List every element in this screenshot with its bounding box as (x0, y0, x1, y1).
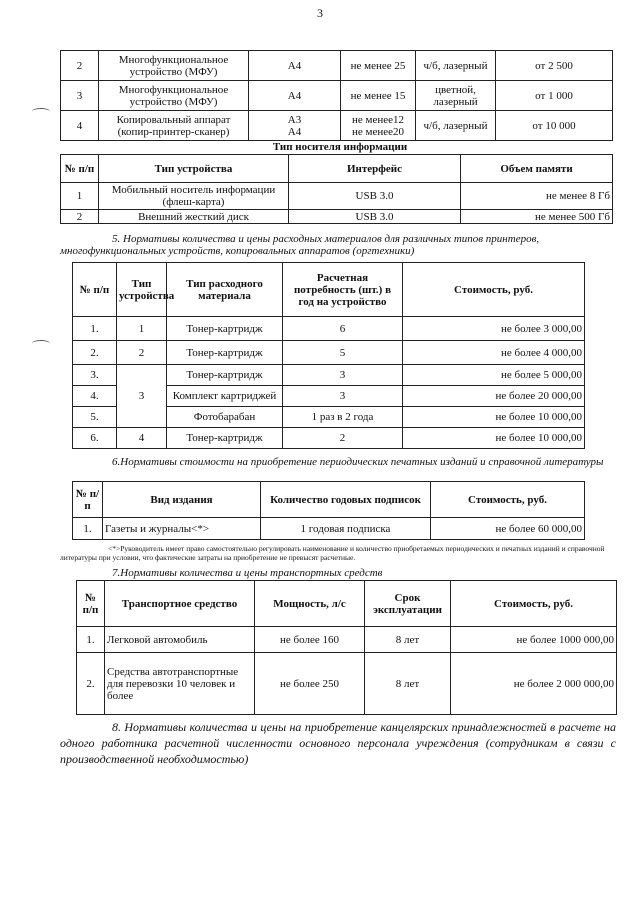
devices-table (60, 50, 613, 141)
table-header: № п/п Тип устройства Тип расходного материала Расчетная потребность (шт.) в год на устройство Стоимость, руб. (73, 263, 585, 317)
table-row: 2. Средства автотранспортные для перевозки 10 человек и более не более 250 8 лет не более 2 000 000,00 (77, 653, 617, 715)
storage-table (60, 154, 613, 224)
vehicles-table (76, 580, 617, 715)
table-header: № п/п Тип устройства Интерфейс Объем памяти (61, 155, 613, 183)
section-5-heading: 5. Нормативы количества и цены расходных материалов для различных типов принтеров, многофункциональных устройств, копировальных аппаратов (оргтехники) (60, 233, 540, 257)
margin-mark (32, 340, 50, 347)
section-7-heading: 7.Нормативы количества и цены транспортных средств (112, 567, 383, 579)
table-row: 4. Комплект картриджей 3 не более 20 000,00 (73, 386, 585, 407)
table-row: 2. 2 Тонер-картридж 5 не более 4 000,00 (73, 341, 585, 365)
table-row: 5. Фотобарабан 1 раз в 2 года не более 10 000,00 (73, 407, 585, 428)
table-row: 3 Многофункциональное устройство (МФУ) А4 не менее 15 цветной, лазерный от 1 000 (61, 81, 613, 111)
section-8-paragraph: 8. Нормативы количества и цены на приобретение канцелярских принадлежностей в расчете на одного работника расчетной численности основного персонала учреждения (сотрудникам в связи с производственной необходимостью) (60, 720, 616, 766)
footnote: <*>Руководитель имеет право самостоятельно регулировать наименование и количество приобретаемых периодических и печатных изданий и справочной литературы при условии, что фактические затраты на приобретение не превысят расчетные. (60, 544, 605, 562)
table-row: 1. 1 Тонер-картридж 6 не более 3 000,00 (73, 317, 585, 341)
table-row: 6. 4 Тонер-картридж 2 не более 10 000,00 (73, 428, 585, 449)
table-row: 1 Мобильный носитель информации (флеш-карта) USB 3.0 не менее 8 Гб (61, 183, 613, 210)
margin-mark (32, 108, 50, 115)
table-header: № п/п Вид издания Количество годовых подписок Стоимость, руб. (73, 482, 585, 518)
table-row: 3. 3 Тонер-картридж 3 не более 5 000,00 (73, 365, 585, 386)
storage-title: Тип носителя информации (272, 141, 408, 153)
table-row: 1. Легковой автомобиль не более 160 8 лет не более 1000 000,00 (77, 627, 617, 653)
table-row: 1. Газеты и журналы<*> 1 годовая подписка не более 60 000,00 (73, 518, 585, 540)
table-row: 2 Внешний жесткий диск USB 3.0 не менее 500 Гб (61, 210, 613, 224)
table-row: 4 Копировальный аппарат (копир-принтер-сканер) А3 А4 не менее12 не менее20 ч/б, лазерный от 10 000 (61, 111, 613, 141)
page-number: 3 (317, 6, 323, 20)
section-6-heading: 6.Нормативы стоимости на приобретение периодических печатных изданий и справочной литературы (112, 456, 604, 468)
table-row: 2 Многофункциональное устройство (МФУ) А4 не менее 25 ч/б, лазерный от 2 500 (61, 51, 613, 81)
table-header: № п/п Транспортное средство Мощность, л/с Срок эксплуатации Стоимость, руб. (77, 581, 617, 627)
consumables-table (72, 262, 585, 449)
periodicals-table (72, 481, 585, 540)
